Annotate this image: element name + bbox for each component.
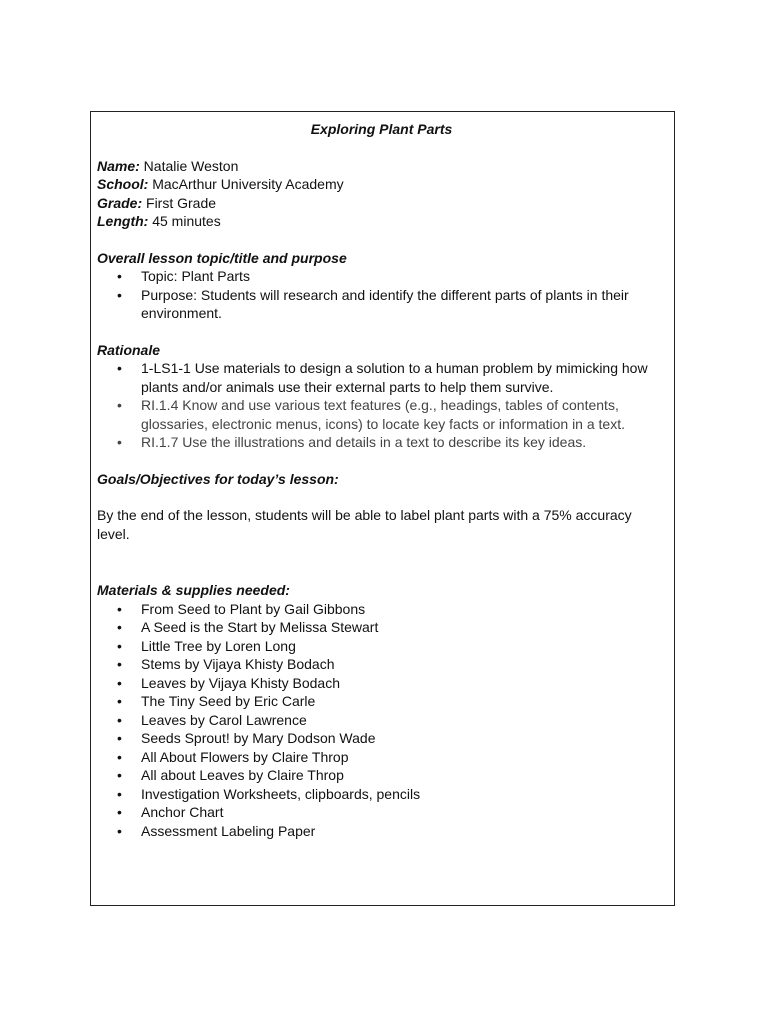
field-name-label: Name: (97, 157, 140, 174)
list-item: • Leaves by Vijaya Khisty Bodach (141, 674, 666, 693)
field-name (97, 157, 666, 176)
list-item: • Seeds Sprout! by Mary Dodson Wade (141, 729, 666, 748)
list-item: • 1-LS1-1 Use materials to design a solution to a human problem by mimicking how plants and/or animals use their external parts to help them survive. (141, 359, 666, 396)
list-item: • RI.1.4 Know and use various text features (e.g., headings, tables of contents, glossaries, electronic menus, icons) to locate key facts or information in a text. (141, 396, 666, 433)
field-length-label: Length: (97, 213, 149, 229)
list-item: • Leaves by Carol Lawrence (141, 711, 666, 730)
materials-list (97, 600, 666, 841)
field-school-value: MacArthur University Academy (148, 176, 344, 192)
field-length (97, 212, 666, 231)
goals-heading: Goals/Objectives for today’s lesson: (97, 470, 339, 487)
field-length-value: 45 minutes (148, 213, 221, 229)
list-item: • Little Tree by Loren Long (141, 637, 666, 656)
list-item: • RI.1.7 Use the illustrations and details in a text to describe its key ideas. (141, 433, 666, 452)
overall-heading: Overall lesson topic/title and purpose (97, 249, 347, 266)
list-item: • A Seed is the Start by Melissa Stewart (141, 618, 666, 637)
list-item: • Anchor Chart (141, 803, 666, 822)
list-item: • Stems by Vijaya Khisty Bodach (141, 655, 666, 674)
field-school-label: School: (97, 176, 149, 192)
field-grade-label: Grade: (97, 194, 143, 211)
rationale-heading: Rationale (97, 341, 161, 358)
field-grade (97, 194, 666, 213)
goals-text: By the end of the lesson, students will be able to label plant parts with a 75% accuracy level. (97, 507, 632, 542)
list-item: • The Tiny Seed by Eric Carle (141, 692, 666, 711)
lesson-plan-box (90, 111, 675, 906)
rationale-list (97, 359, 666, 452)
materials-heading: Materials & supplies needed: (97, 582, 290, 598)
list-item: • Investigation Worksheets, clipboards, pencils (141, 785, 666, 804)
overall-list (97, 267, 666, 323)
list-item: • From Seed to Plant by Gail Gibbons (141, 600, 666, 619)
document-title: Exploring Plant Parts (310, 121, 453, 137)
field-grade-value: First Grade (142, 194, 217, 211)
list-item: • Topic: Plant Parts (141, 267, 666, 286)
field-school (97, 175, 666, 194)
list-item: • Assessment Labeling Paper (141, 822, 666, 841)
list-item: • All About Flowers by Claire Throp (141, 748, 666, 767)
list-item: • All about Leaves by Claire Throp (141, 766, 666, 785)
field-name-value: Natalie Weston (139, 157, 239, 174)
list-item: • Purpose: Students will research and identify the different parts of plants in their environment. (141, 286, 666, 323)
